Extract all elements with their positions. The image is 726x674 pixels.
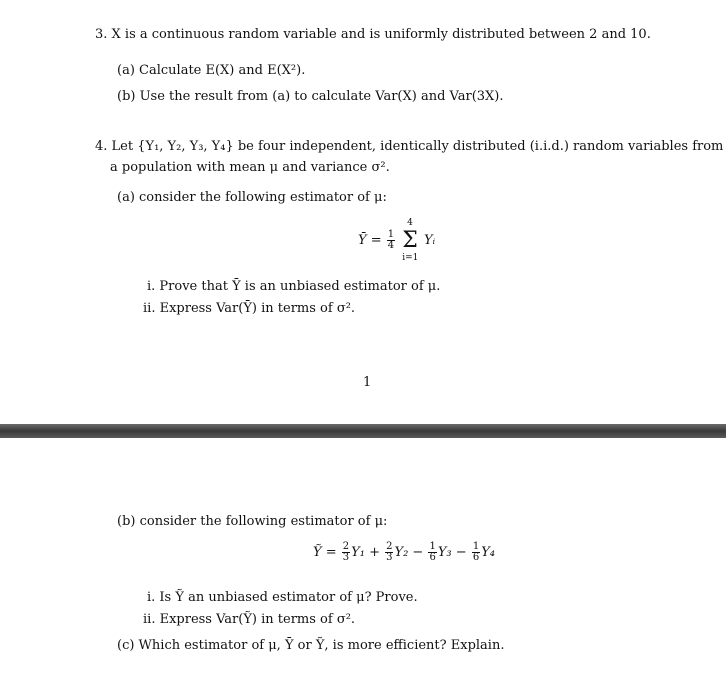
term1-denominator: 3: [342, 552, 350, 563]
term2-denominator: 3: [386, 552, 393, 563]
estimator-ybar-equation: [358, 218, 436, 263]
page-separator: [0, 424, 726, 438]
one-quarter-fraction: [387, 230, 395, 251]
operator-minus-1: −: [412, 545, 424, 560]
ybar-lhs: Ȳ =: [358, 233, 382, 248]
question-4b-i: i. Is Ỹ an unbiased estimator of μ? Prove.: [147, 590, 418, 605]
term2-numerator: 2: [386, 541, 393, 552]
question-4-stem-line2: a population with mean μ and variance σ².: [110, 160, 390, 175]
question-3a: (a) Calculate E(X) and E(X²).: [117, 63, 306, 78]
estimator-ytilde-equation: [313, 542, 495, 563]
question-4b-ii: ii. Express Var(Ỹ) in terms of σ².: [143, 612, 356, 627]
term1-variable: Y₁: [351, 545, 365, 560]
sum-term: Yᵢ: [423, 233, 436, 248]
term4-numerator: 1: [472, 541, 480, 552]
document-page-2: [0, 438, 726, 674]
fraction-numerator: 1: [387, 229, 395, 240]
sum-lower-limit: i=1: [402, 253, 419, 263]
term4-denominator: 6: [472, 552, 480, 563]
term3-denominator: 6: [429, 552, 436, 563]
term1-numerator: 2: [342, 541, 350, 552]
fraction-denominator: 4: [387, 240, 395, 251]
operator-plus: +: [369, 545, 380, 560]
term2-variable: Y₂: [394, 545, 409, 560]
summation-sign: Σ 4 i=1: [402, 218, 419, 263]
question-4a-i: i. Prove that Ȳ is an unbiased estimator of μ.: [147, 279, 441, 294]
question-3-stem: 3. X is a continuous random variable and is uniformly distributed between 2 and 10.: [95, 27, 651, 42]
question-4c: (c) Which estimator of μ, Ȳ or Ỹ, is more efficient? Explain.: [117, 638, 505, 653]
term3-fraction: [428, 542, 436, 563]
term3-numerator: 1: [429, 541, 436, 552]
question-3b: (b) Use the result from (a) to calculate Var(X) and Var(3X).: [117, 89, 504, 104]
term4-variable: Y₄: [481, 545, 495, 560]
question-4a-ii: ii. Express Var(Ȳ) in terms of σ².: [143, 301, 356, 316]
question-4a-intro: (a) consider the following estimator of μ:: [117, 190, 387, 205]
term3-variable: Y₃: [437, 545, 452, 560]
term2-fraction: [385, 542, 393, 563]
term4-fraction: [472, 542, 480, 563]
ytilde-lhs: Ỹ =: [313, 545, 337, 560]
question-4b-intro: (b) consider the following estimator of μ:: [117, 514, 388, 529]
page-number: 1: [363, 375, 372, 390]
operator-minus-2: −: [455, 545, 467, 560]
question-4-stem-line1: 4. Let {Y₁, Y₂, Y₃, Y₄} be four independent, identically distributed (i.i.d.) random variables from: [95, 139, 724, 154]
term1-fraction: [342, 542, 350, 563]
sum-upper-limit: 4: [407, 218, 413, 228]
